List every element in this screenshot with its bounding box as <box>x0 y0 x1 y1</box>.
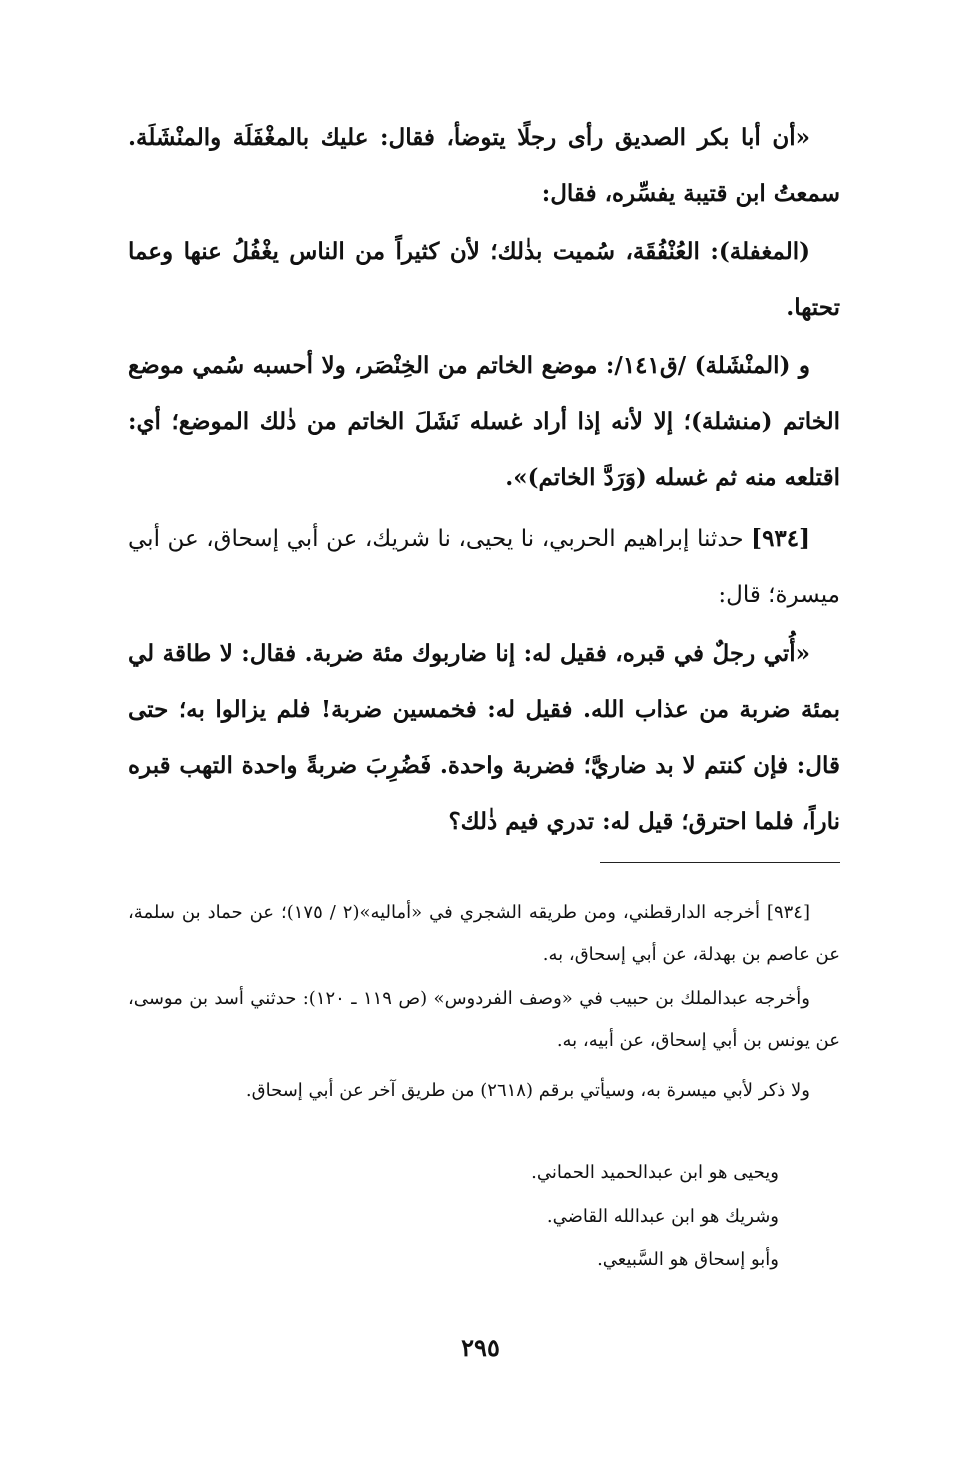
hadith-chain: حدثنا إبراهيم الحربي، نا يحيى، نا شريك، عن أبي إسحاق، عن أبي ميسرة؛ قال: <box>128 526 840 608</box>
hadith-number: [٩٣٤] <box>751 525 811 552</box>
paragraph-quote-abu-bakr: «أن أبا بكر الصديق رأى رجلًا يتوضأ، فقال: عليك بالمغْفَلَة والمنْشَلَة. سمعتُ ابن قتيبة يفسِّره، فقال: <box>128 124 840 207</box>
footnote-takhrij-1: [٩٣٤] أخرجه الدارقطني، ومن طريقه الشجري في «أماليه»(٢ / ١٧٥)؛ عن حماد بن سلمة، عن عاصم بن بهدلة، عن أبي إسحاق، به. <box>128 902 840 965</box>
footnote-narrator-abu-ishaq: وأبو إسحاق هو السَّبيعي. <box>597 1249 779 1270</box>
footnote-takhrij-2: وأخرجه عبدالملك بن حبيب في «وصف الفردوس» (ص ١١٩ ـ ١٢٠): حدثني أسد بن موسى، عن يونس بن أبي إسحاق، عن أبيه، به. <box>128 988 840 1051</box>
footnote-narrator-yahya: ويحيى هو ابن عبدالحميد الحماني. <box>531 1162 779 1183</box>
page-number: ٢٩٥ <box>461 1333 500 1362</box>
footnote-separator <box>600 862 840 863</box>
paragraph-hadith-text: «أُتي رجلٌ في قبره، فقيل له: إنا ضاربوك مئة ضربة. فقال: لا طاقة لي بمئة ضربة من عذاب الله. فقيل له: فخمسين ضربة! فلم يزالوا به؛ حتى قال: فإن كنتم لا بد ضاريَّ؛ فضربة واحدة. فَضُرِبَ ضربةً واحدة التهب قبره ناراً، فلما احترق؛ قيل له: تدري فيم ذٰلك؟ <box>128 640 840 835</box>
paragraph-hadith-934 <box>128 511 840 623</box>
footnote-takhrij-3: ولا ذكر لأبي ميسرة به، وسيأتي برقم (٢٦١٨) من طريق آخر عن أبي إسحاق. <box>245 1080 810 1101</box>
footnote-narrator-sharik: وشريك هو ابن عبدالله القاضي. <box>546 1206 779 1227</box>
paragraph-mughfala-definition: (المغفلة): العُنْفُقَة، سُميت بذٰلك؛ لأن كثيراً من الناس يغْفُلُ عنها وعما تحتها. <box>128 238 840 321</box>
paragraph-manshala-definition: و (المنْشَلة) /ق١٤١/: موضع الخاتم من الخِنْصَر، ولا أحسبه سُمي موضع الخاتم (منشلة)؛ إلا لأنه إذا أراد غسله نَشَلَ الخاتم من ذٰلك الموضع؛ أي: اقتلعه منه ثم غسله (وَرَدَّ الخاتم)». <box>128 352 840 491</box>
